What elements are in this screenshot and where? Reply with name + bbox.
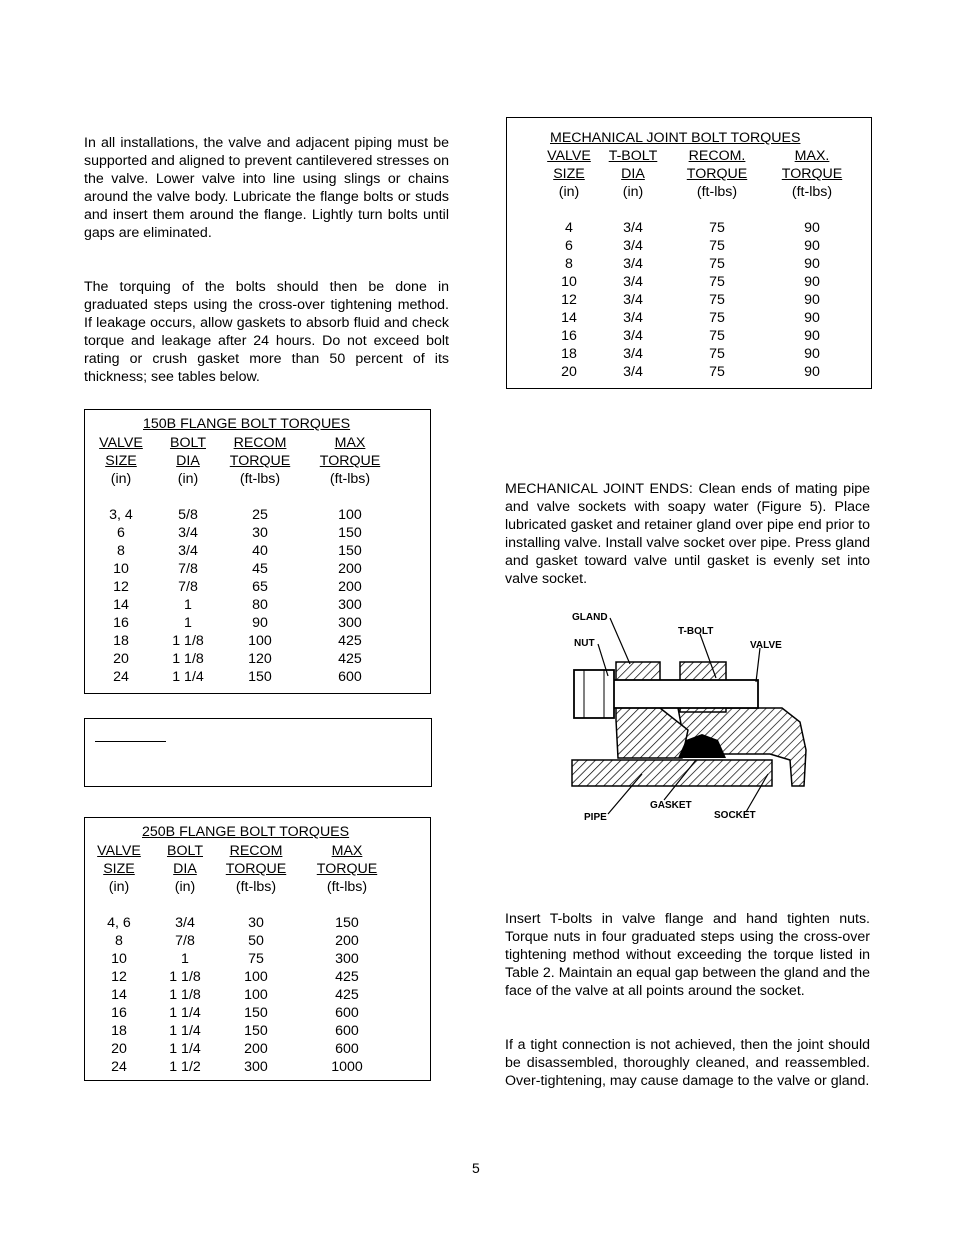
header-cell: RECOM — [229, 843, 283, 859]
unit-cell: (in) — [558, 184, 580, 200]
table-cell: 150 — [244, 1023, 268, 1039]
table-row — [88, 542, 402, 560]
gland-shape — [616, 662, 688, 758]
label-valve: VALVE — [750, 640, 782, 651]
table-row — [88, 668, 402, 686]
header-cell: TORQUE — [225, 861, 287, 877]
note-box — [84, 718, 432, 787]
table-cell: 1 1/4 — [169, 1023, 201, 1039]
header-cell: DIA — [173, 861, 197, 877]
table-row — [86, 1040, 400, 1058]
header-cell: TORQUE — [781, 166, 843, 182]
table-row — [536, 255, 854, 273]
header-cell: RECOM — [233, 435, 287, 451]
table-row — [88, 506, 402, 524]
table-cell: 425 — [335, 987, 359, 1003]
table-cell: 3, 4 — [109, 507, 133, 523]
table-cell: 3/4 — [178, 543, 198, 559]
table-cell: 75 — [709, 256, 725, 272]
table-cell: 90 — [804, 274, 820, 290]
table-cell: 1 1/8 — [172, 633, 204, 649]
mj-ends-paragraph: MECHANICAL JOINT ENDS: Clean ends of mating pipe and valve sockets with soapy water (Figure 5). Place lubricated gasket and retainer gland over pipe end prior to installing valve. Install valve socket over pipe. Press gland and gasket toward valve until gasket is evenly set into valve socket. — [505, 481, 870, 587]
unit-cell: (ft-lbs) — [696, 184, 738, 200]
table-cell: 16 — [113, 615, 129, 631]
table-cell: 90 — [804, 238, 820, 254]
table-row — [88, 524, 402, 542]
table-cell: 300 — [335, 951, 359, 967]
table-cell: 4, 6 — [107, 915, 131, 931]
table-row — [536, 291, 854, 309]
table-cell: 100 — [244, 969, 268, 985]
unit-cell: (ft-lbs) — [329, 471, 371, 487]
header-cell: VALVE — [99, 435, 143, 451]
table-cell: 75 — [709, 328, 725, 344]
header-cell: SIZE — [105, 453, 137, 469]
table-cell: 200 — [244, 1041, 268, 1057]
unit-cell: (ft-lbs) — [239, 471, 281, 487]
note-rule — [95, 741, 166, 742]
table-cell: 1 1/8 — [169, 987, 201, 1003]
table-cell: 300 — [338, 597, 362, 613]
table-cell: 150 — [244, 1005, 268, 1021]
header-cell: T-BOLT — [608, 148, 658, 164]
table-cell: 7/8 — [178, 579, 198, 595]
table-cell: 1 1/2 — [169, 1059, 201, 1075]
header-cell: SIZE — [553, 166, 585, 182]
intro-paragraph: In all installations, the valve and adjacent piping must be supported and aligned to prevent cantilevered stresses on the valve. Lower valve into line using slings or chains around the valve body. Lubricate the flange bolts or studs and insert them around the flange. Lightly turn bolts until gaps are eliminated. — [84, 135, 449, 241]
table-cell: 7/8 — [175, 933, 195, 949]
table-cell: 90 — [252, 615, 268, 631]
table-mj-title: MECHANICAL JOINT BOLT TORQUES — [550, 130, 801, 146]
t-bolt-paragraph: Insert T-bolts in valve flange and hand tighten nuts. Torque nuts in four graduated steps using the cross-over tightening method without exceeding the torque listed in Table 2. Maintain an equal gap between the gland and the face of the valve at all points around the socket. — [505, 911, 870, 999]
table-row — [536, 237, 854, 255]
unit-cell: (in) — [110, 471, 132, 487]
table-cell: 75 — [248, 951, 264, 967]
table-cell: 18 — [113, 633, 129, 649]
table-cell: 300 — [244, 1059, 268, 1075]
table-cell: 3/4 — [175, 915, 195, 931]
table-250b — [86, 842, 400, 1076]
table-cell: 80 — [252, 597, 268, 613]
table-row — [88, 560, 402, 578]
mechanical-joint-figure — [560, 600, 810, 830]
header-cell: DIA — [621, 166, 645, 182]
table-cell: 1 — [181, 951, 189, 967]
header-cell: MAX — [331, 843, 363, 859]
table-row — [88, 596, 402, 614]
label-pipe: PIPE — [584, 812, 607, 823]
table-cell: 20 — [561, 364, 577, 380]
page-number: 5 — [472, 1160, 480, 1176]
header-cell: TORQUE — [316, 861, 378, 877]
table-row — [86, 986, 400, 1004]
torquing-paragraph: The torquing of the bolts should then be done in graduated steps using the cross-over tightening method. If leakage occurs, allow gaskets to absorb fluid and check torque and leakage after 24 hours. Do not exceed bolt rating or crush gasket more than 50 percent of its thickness; see tables below. — [84, 279, 449, 385]
table-cell: 3/4 — [623, 220, 643, 236]
table-cell: 90 — [804, 292, 820, 308]
table-cell: 200 — [338, 561, 362, 577]
table-150b-title: 150B FLANGE BOLT TORQUES — [143, 416, 351, 432]
table-cell: 1 — [184, 615, 192, 631]
table-cell: 150 — [248, 669, 272, 685]
table-cell: 30 — [252, 525, 268, 541]
header-cell: MAX. — [794, 148, 830, 164]
table-cell: 1 1/4 — [172, 669, 204, 685]
label-socket: SOCKET — [714, 810, 756, 821]
table-cell: 24 — [111, 1059, 127, 1075]
table-row — [536, 219, 854, 237]
table-row — [536, 309, 854, 327]
table-cell: 10 — [111, 951, 127, 967]
table-cell: 3/4 — [623, 256, 643, 272]
table-cell: 16 — [561, 328, 577, 344]
table-cell: 75 — [709, 346, 725, 362]
header-cell: BOLT — [166, 843, 203, 859]
table-cell: 75 — [709, 310, 725, 326]
table-cell: 90 — [804, 220, 820, 236]
table-cell: 200 — [338, 579, 362, 595]
header-cell: TORQUE — [229, 453, 291, 469]
table-cell: 18 — [111, 1023, 127, 1039]
table-row — [88, 614, 402, 632]
table-row — [536, 363, 854, 381]
table-cell: 8 — [565, 256, 573, 272]
table-cell: 1 1/8 — [172, 651, 204, 667]
table-cell: 12 — [113, 579, 129, 595]
header-cell: VALVE — [547, 148, 591, 164]
table-cell: 600 — [335, 1005, 359, 1021]
table-row — [86, 914, 400, 932]
unit-cell: (ft-lbs) — [326, 879, 368, 895]
label-nut: NUT — [574, 638, 595, 649]
table-cell: 4 — [565, 220, 573, 236]
table-row — [536, 273, 854, 291]
header-cell: RECOM. — [688, 148, 746, 164]
table-cell: 65 — [252, 579, 268, 595]
table-cell: 3/4 — [178, 525, 198, 541]
table-mj — [536, 147, 854, 381]
table-cell: 120 — [248, 651, 272, 667]
unit-cell: (in) — [108, 879, 130, 895]
table-cell: 75 — [709, 292, 725, 308]
table-cell: 425 — [335, 969, 359, 985]
table-cell: 75 — [709, 364, 725, 380]
table-cell: 600 — [335, 1023, 359, 1039]
table-cell: 3/4 — [623, 328, 643, 344]
table-row — [536, 327, 854, 345]
unit-cell: (in) — [177, 471, 199, 487]
table-cell: 1 1/4 — [169, 1041, 201, 1057]
table-cell: 12 — [561, 292, 577, 308]
table-row — [88, 632, 402, 650]
table-cell: 90 — [804, 364, 820, 380]
table-250b-title: 250B FLANGE BOLT TORQUES — [142, 824, 350, 840]
label-gland: GLAND — [572, 612, 608, 623]
header-cell: TORQUE — [686, 166, 748, 182]
table-row — [88, 650, 402, 668]
table-cell: 14 — [561, 310, 577, 326]
table-cell: 150 — [338, 543, 362, 559]
label-tbolt: T-BOLT — [678, 626, 714, 637]
header-cell: MAX — [334, 435, 366, 451]
table-cell: 425 — [338, 651, 362, 667]
table-row — [86, 1004, 400, 1022]
table-cell: 7/8 — [178, 561, 198, 577]
table-cell: 24 — [113, 669, 129, 685]
table-cell: 90 — [804, 346, 820, 362]
table-cell: 75 — [709, 220, 725, 236]
table-row — [88, 578, 402, 596]
table-cell: 10 — [113, 561, 129, 577]
table-row — [86, 950, 400, 968]
pipe-shape — [572, 760, 772, 786]
header-cell: DIA — [176, 453, 200, 469]
table-cell: 3/4 — [623, 364, 643, 380]
unit-cell: (in) — [174, 879, 196, 895]
table-cell: 90 — [804, 328, 820, 344]
table-cell: 150 — [335, 915, 359, 931]
table-cell: 300 — [338, 615, 362, 631]
unit-cell: (in) — [622, 184, 644, 200]
table-150b — [88, 434, 402, 686]
table-cell: 8 — [115, 933, 123, 949]
table-cell: 3/4 — [623, 292, 643, 308]
table-cell: 3/4 — [623, 310, 643, 326]
table-cell: 20 — [111, 1041, 127, 1057]
table-cell: 8 — [117, 543, 125, 559]
header-cell: VALVE — [97, 843, 141, 859]
table-row — [86, 968, 400, 986]
header-cell: BOLT — [169, 435, 206, 451]
table-cell: 6 — [117, 525, 125, 541]
header-cell: TORQUE — [319, 453, 381, 469]
table-cell: 90 — [804, 256, 820, 272]
table-cell: 25 — [252, 507, 268, 523]
table-cell: 3/4 — [623, 274, 643, 290]
table-row — [86, 1022, 400, 1040]
table-cell: 14 — [113, 597, 129, 613]
table-cell: 10 — [561, 274, 577, 290]
table-cell: 1 1/4 — [169, 1005, 201, 1021]
table-cell: 150 — [338, 525, 362, 541]
table-row — [536, 345, 854, 363]
table-cell: 1000 — [331, 1059, 363, 1075]
table-cell: 425 — [338, 633, 362, 649]
table-cell: 3/4 — [623, 238, 643, 254]
table-cell: 600 — [335, 1041, 359, 1057]
table-cell: 30 — [248, 915, 264, 931]
header-cell: SIZE — [103, 861, 135, 877]
table-cell: 16 — [111, 1005, 127, 1021]
table-cell: 90 — [804, 310, 820, 326]
table-cell: 18 — [561, 346, 577, 362]
table-cell: 75 — [709, 238, 725, 254]
table-cell: 1 — [184, 597, 192, 613]
table-cell: 75 — [709, 274, 725, 290]
tight-connection-paragraph: If a tight connection is not achieved, then the joint should be disassembled, thoroughly cleaned, and reassembled. Over-tightening, may cause damage to the valve or gland. — [505, 1037, 870, 1089]
table-cell: 45 — [252, 561, 268, 577]
table-cell: 100 — [338, 507, 362, 523]
table-cell: 600 — [338, 669, 362, 685]
table-cell: 5/8 — [178, 507, 198, 523]
unit-cell: (ft-lbs) — [235, 879, 277, 895]
table-cell: 1 1/8 — [169, 969, 201, 985]
unit-cell: (ft-lbs) — [791, 184, 833, 200]
nut-shape — [574, 670, 614, 718]
label-gasket: GASKET — [650, 800, 692, 811]
table-cell: 100 — [244, 987, 268, 1003]
table-cell: 20 — [113, 651, 129, 667]
table-cell: 14 — [111, 987, 127, 1003]
table-cell: 50 — [248, 933, 264, 949]
table-row — [86, 932, 400, 950]
table-cell: 6 — [565, 238, 573, 254]
table-cell: 100 — [248, 633, 272, 649]
table-cell: 200 — [335, 933, 359, 949]
table-cell: 40 — [252, 543, 268, 559]
table-cell: 3/4 — [623, 346, 643, 362]
table-row — [86, 1058, 400, 1076]
table-cell: 12 — [111, 969, 127, 985]
